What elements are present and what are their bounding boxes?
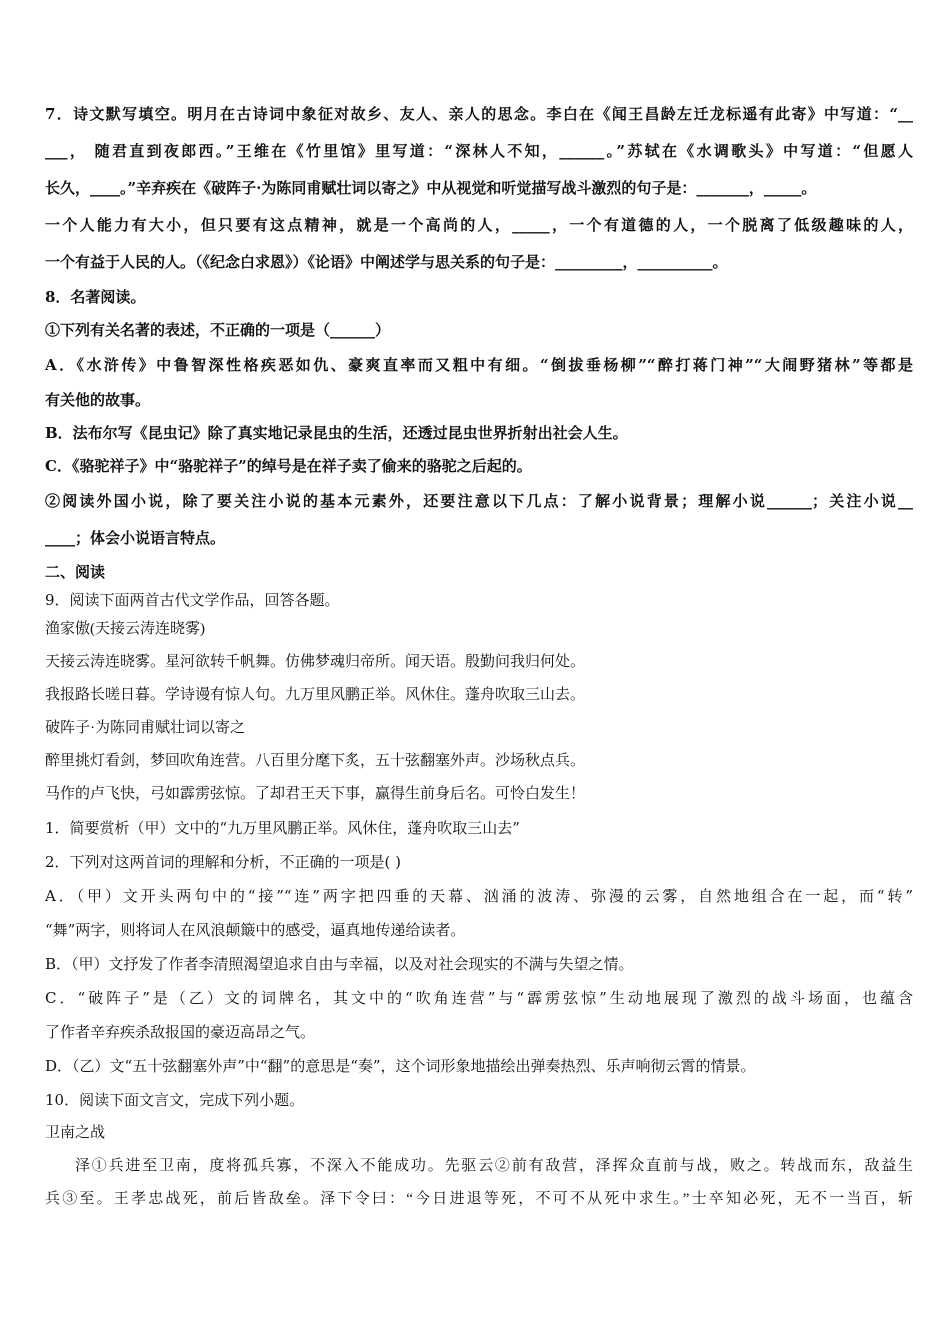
q7-line-4: 一个人能力有大小，但只要有这点精神，就是一个高尚的人，_____，一个有道德的人，一个脱离了低级趣味的人， bbox=[45, 216, 913, 234]
q10-passage-line-2: 兵③至。王孝忠战死，前后皆敌垒。泽下令曰：“今日进退等死，不可不从死中求生。”士卒知必死，无不一当百，斩 bbox=[45, 1191, 913, 1207]
poem-2-line-2: 马作的卢飞快，弓如霹雳弦惊。了却君王天下事，赢得生前身后名。可怜白发生！ bbox=[45, 786, 586, 802]
q8-title: 8．名著阅读。 bbox=[45, 288, 146, 306]
q7-line-1: 7．诗文默写填空。明月在古诗词中象征对故乡、友人、亲人的思念。李白在《闻王昌龄左迁龙标遥有此寄》中写道：“__ bbox=[45, 105, 913, 123]
q9-intro: 9．阅读下面两首古代文学作品，回答各题。 bbox=[45, 591, 340, 609]
q8-option-c: C．《骆驼祥子》中“骆驼祥子”的绰号是在祥子卖了偷来的骆驼之后起的。 bbox=[45, 457, 532, 475]
q7-line-5: 一个有益于人民的人。（《纪念白求恩》）《论语》中阐述学与思关系的句子是：_________，__________。 bbox=[45, 253, 728, 271]
poem-1-line-2: 我报路长嗟日暮。学诗谩有惊人句。九万里风鹏正举。风休住。蓬舟吹取三山去。 bbox=[45, 687, 586, 703]
q8-part1-prompt: ①下列有关名著的表述，不正确的一项是（______） bbox=[45, 321, 391, 339]
q9-sub-question-2: 2．下列对这两首词的理解和分析，不正确的一项是( ) bbox=[45, 853, 402, 871]
q10-passage-title: 卫南之战 bbox=[45, 1125, 106, 1141]
q8-part2-line-1: ②阅读外国小说，除了要关注小说的基本元素外，还要注意以下几点：了解小说背景；理解小说______；关注小说__ bbox=[45, 492, 913, 510]
poem-1-title: 渔家傲(天接云涛连晓雾) bbox=[45, 621, 205, 637]
q10-intro: 10．阅读下面文言文，完成下列小题。 bbox=[45, 1091, 305, 1109]
q9-option-c-line-1: C．“破阵子”是（乙）文的词牌名，其文中的“吹角连营”与“霹雳弦惊”生动地展现了激烈的战斗场面，也蕴含 bbox=[45, 989, 913, 1007]
q9-option-c-line-2: 了作者辛弃疾杀敌报国的豪迈高昂之气。 bbox=[45, 1023, 316, 1041]
q8-option-a-line-2: 有关他的故事。 bbox=[45, 391, 151, 409]
q9-option-d: D．（乙）文“五十弦翻塞外声”中“翻”的意思是“奏”，这个词形象地描绘出弹奏热烈、乐声响彻云霄的情景。 bbox=[45, 1057, 756, 1075]
poem-1-line-1: 天接云涛连晓雾。星河欲转千帆舞。仿佛梦魂归帝所。闻天语。殷勤问我归何处。 bbox=[45, 654, 586, 670]
q9-option-a-line-1: A．（甲）文开头两句中的“接”“连”两字把四垂的天幕、汹涌的波涛、弥漫的云雾，自然地组合在一起，而“转” bbox=[45, 887, 913, 905]
q9-option-b: B．（甲）文抒发了作者李清照渴望追求自由与幸福，以及对社会现实的不满与失望之情。 bbox=[45, 955, 634, 973]
q9-sub-question-1: 1．简要赏析（甲）文中的“九万里风鹏正举。风休住，蓬舟吹取三山去” bbox=[45, 819, 520, 837]
q7-line-3: 长久，____。”辛弃疾在《破阵子·为陈同甫赋壮词以寄之》中从视觉和听觉描写战斗激烈的句子是：_______，_____。 bbox=[45, 179, 817, 197]
question-9 bbox=[45, 587, 913, 1083]
poem-2-line-1: 醉里挑灯看剑，梦回吹角连营。八百里分麾下炙，五十弦翻塞外声。沙场秋点兵。 bbox=[45, 753, 586, 769]
q8-option-b: B．法布尔写《昆虫记》除了真实地记录昆虫的生活，还透过昆虫世界折射出社会人生。 bbox=[45, 424, 628, 442]
q9-option-a-line-2: “舞”两字，则将词人在风浪颠簸中的感受，逼真地传递给读者。 bbox=[45, 921, 466, 939]
poem-2-title: 破阵子·为陈同甫赋壮词以寄之 bbox=[45, 720, 245, 736]
q8-part2-line-2: ____；体会小说语言特点。 bbox=[45, 529, 226, 547]
question-7 bbox=[45, 96, 913, 281]
q8-option-a-line-1: A．《水浒传》中鲁智深性格疾恶如仇、豪爽直率而又粗中有细。“倒拔垂杨柳”“醉打蒋门神”“大闹野猪林”等都是 bbox=[45, 356, 913, 374]
question-8 bbox=[45, 281, 913, 557]
document-page bbox=[45, 96, 913, 1216]
q10-passage-line-1: 泽①兵进至卫南，度将孤兵寡，不深入不能成功。先驱云②前有敌营，泽挥众直前与战，败之。转战而东，敌益生 bbox=[75, 1158, 913, 1174]
section-heading: 二、阅读 bbox=[45, 563, 106, 581]
question-10 bbox=[45, 1083, 913, 1216]
q7-line-2: ___， 随君直到夜郎西。”王维在《竹里馆》里写道：“深林人不知，______。”苏轼在《水调歌头》中写道：“但愿人 bbox=[45, 142, 913, 160]
